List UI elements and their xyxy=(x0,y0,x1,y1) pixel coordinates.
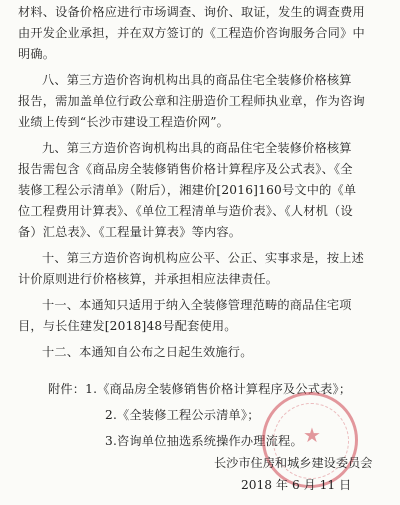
issue-date: 2018 年 6 月 11 日 xyxy=(241,478,352,492)
attachments-block xyxy=(48,381,400,397)
attachments-label: 附件： xyxy=(48,382,86,396)
body-line: 明确。 xyxy=(18,47,56,61)
attachment-item: 1.《商品房全装修销售价格计算程序及公式表》； xyxy=(85,382,352,396)
clause-9-line: 九、第三方造价咨询机构出具的商品住宅全装修价格核算 xyxy=(42,141,352,155)
attachment-item: 2.《全装修工程公示清单》； xyxy=(105,408,260,422)
clause-8-line: 八、第三方造价咨询机构出具的商品住宅全装修价格核算 xyxy=(42,73,352,87)
body-line: 报告，需加盖单位行政公章和注册造价工程师执业章，作为咨询 xyxy=(18,94,365,108)
attachment-item: 3.咨询单位抽选系统操作办理流程。 xyxy=(105,434,303,448)
clause-10-line: 十、第三方造价咨询机构应公平、公正、实事求是，按上述 xyxy=(42,251,365,265)
official-seal xyxy=(262,392,358,488)
body-line: 材料、设备价格应进行市场调查、询价、取证，发生的调查费用 xyxy=(18,5,365,19)
body-line: 位工程费用计算表》、《单位工程清单与造价表》、《人材机（设 xyxy=(18,204,353,218)
body-line: 装修工程公示清单》（附后），湘建价[2016]160号文中的《单 xyxy=(18,183,357,197)
body-line: 业绩上传到“长沙市建设工程造价网”。 xyxy=(18,115,230,129)
body-line: 目，与长住建发[2018]48号配套使用。 xyxy=(18,319,237,333)
body-line: 计价原则进行价格核算，并承担相应法律责任。 xyxy=(18,272,279,286)
clause-12-line: 十二、本通知自公布之日起生效施行。 xyxy=(42,345,253,359)
seal-star-icon: ★ xyxy=(303,423,321,447)
body-line: 报告需包含《商品房全装修销售价格计算程序及公式表》、《全 xyxy=(18,162,353,176)
body-line: 由开发企业承担，并在双方签订的《工程造价咨询服务合同》中 xyxy=(18,26,365,40)
clause-11-line: 十一、本通知只适用于纳入全装修管理范畴的商品住宅项 xyxy=(42,298,352,312)
issuer-name: 长沙市住房和城乡建设委员会 xyxy=(214,456,373,470)
body-line: 备）汇总表》、《工程量计算表》等内容。 xyxy=(18,225,242,239)
